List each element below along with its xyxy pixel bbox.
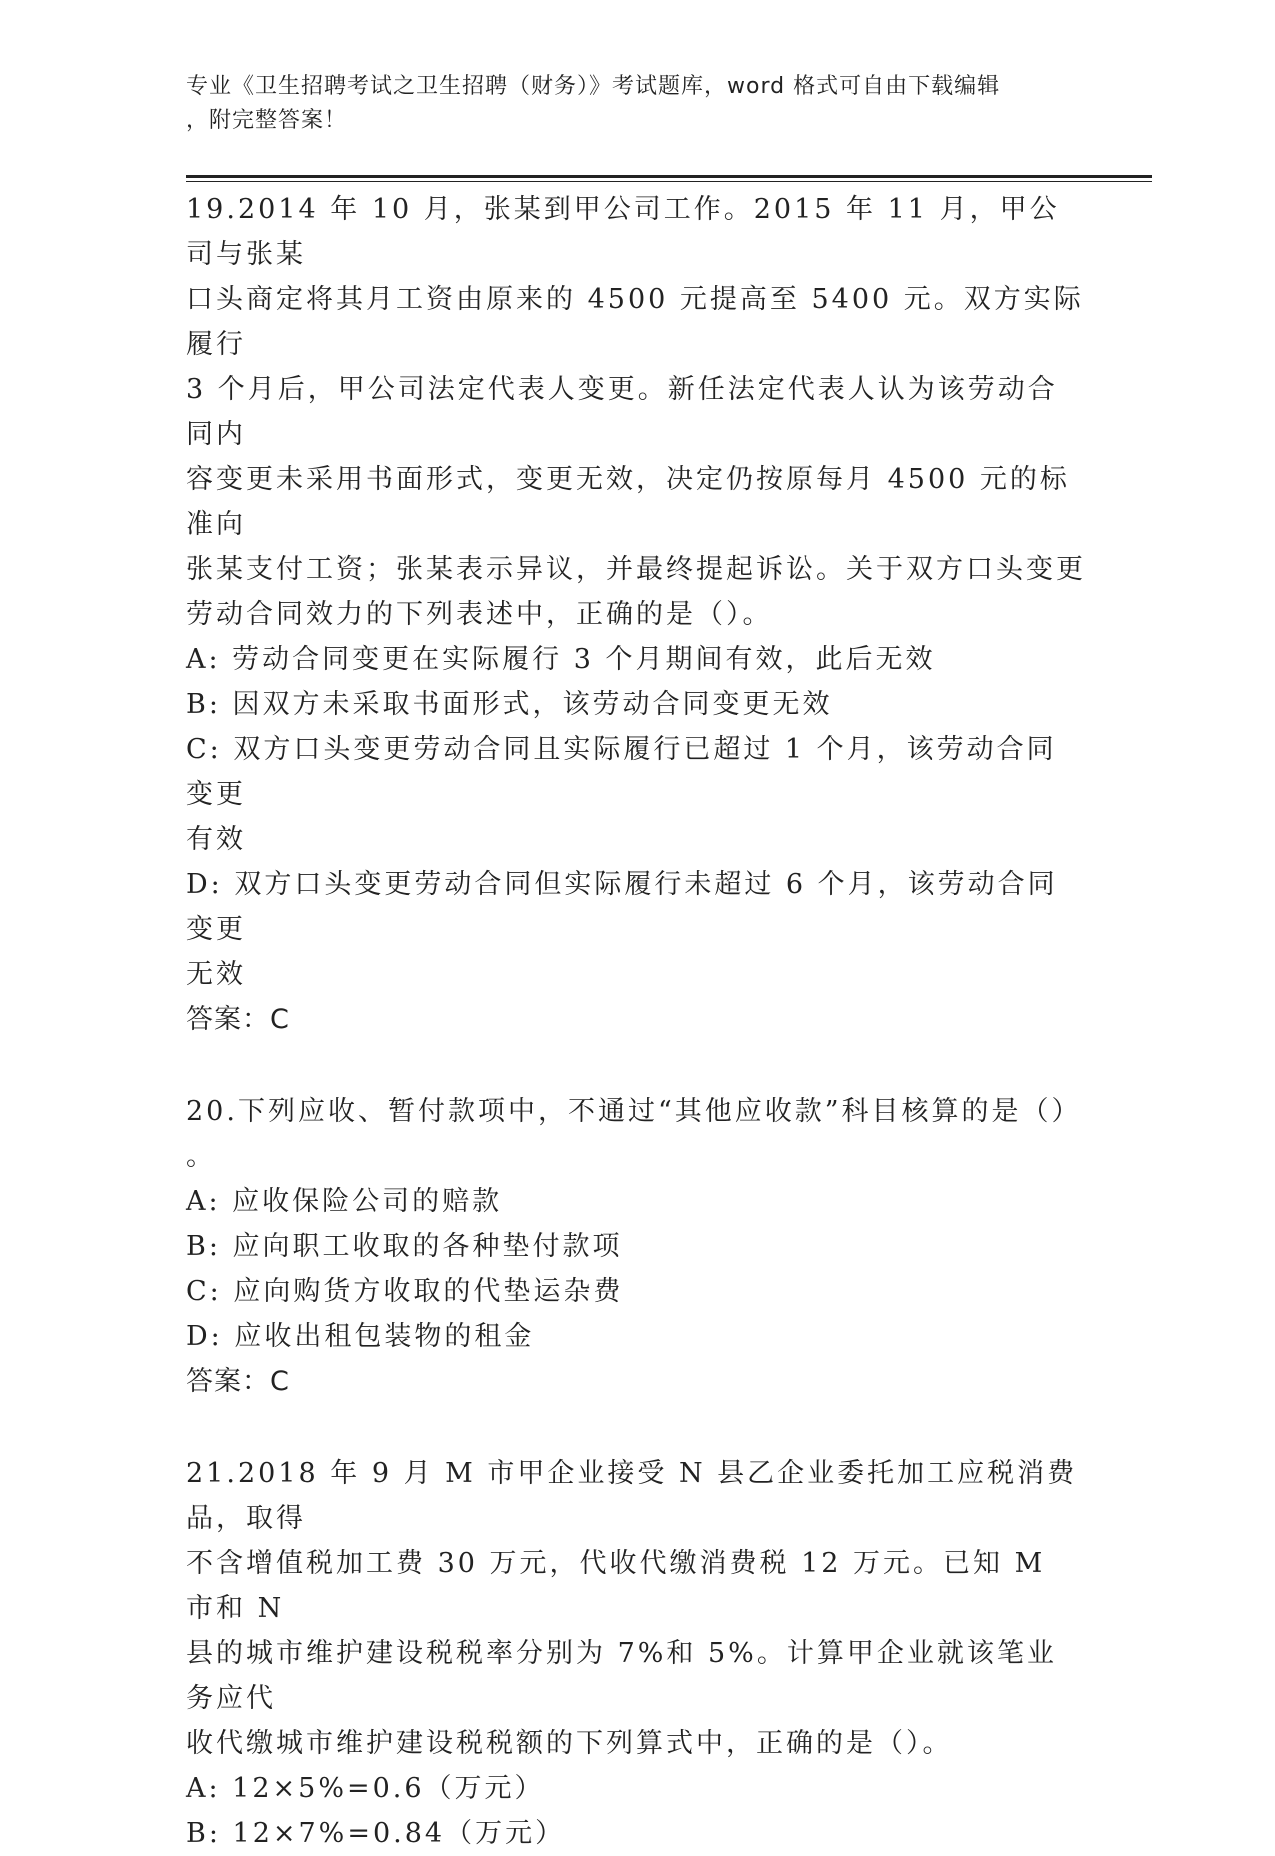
- answer-option: [186, 1224, 1086, 1269]
- question-stem-line: 口头商定将其月工资由原来的 4500 元提高至 5400 元。双方实际履行: [186, 284, 1084, 360]
- answer-option-line: C: 双方口头变更劳动合同且实际履行已超过 1 个月，该劳动合同变更: [186, 734, 1057, 810]
- question-stem-line: 张某支付工资；张某表示异议，并最终提起诉讼。关于双方口头变更: [186, 554, 1086, 585]
- answer-option-line: C: 应向购货方收取的代垫运杂费: [186, 1276, 624, 1307]
- question-stem-line: 21.2018 年 9 月 M 市甲企业接受 N 县乙企业委托加工应税消费品，取得: [186, 1458, 1078, 1534]
- question-stem-line: 容变更未采用书面形式，变更无效，决定仍按原每月 4500 元的标准向: [186, 464, 1070, 540]
- answer-option-line: A: 应收保险公司的赔款: [186, 1186, 503, 1217]
- answer-option-line: A: 劳动合同变更在实际履行 3 个月期间有效，此后无效: [186, 644, 936, 675]
- answer-option: [186, 1766, 1086, 1811]
- header-line-2: ，附完整答案！: [186, 108, 348, 133]
- answer-key: 答案：C: [186, 1004, 290, 1035]
- document-header: [186, 70, 1076, 138]
- question-block: [186, 1451, 1086, 1856]
- answer-option-line: B: 12×7%=0.84（万元）: [186, 1818, 566, 1849]
- answer-option-line: 无效: [186, 959, 246, 990]
- answer-option: [186, 1314, 1086, 1359]
- question-stem-line: 不含增值税加工费 30 万元，代收代缴消费税 12 万元。已知 M 市和 N: [186, 1548, 1057, 1624]
- answer-option: [186, 1179, 1086, 1224]
- answer-option: [186, 682, 1086, 727]
- answer-option: [186, 1269, 1086, 1314]
- question-block: [186, 1089, 1086, 1405]
- question-block: [186, 187, 1086, 1043]
- answer-option-line: B: 应向职工收取的各种垫付款项: [186, 1231, 623, 1262]
- question-list: [186, 187, 1086, 1856]
- question-stem-line: 3 个月后，甲公司法定代表人变更。新任法定代表人认为该劳动合同内: [186, 374, 1058, 450]
- answer-option-line: A: 12×5%=0.6（万元）: [186, 1773, 545, 1804]
- header-rule-thin: [186, 181, 1152, 182]
- question-stem-line: 县的城市维护建设税税率分别为 7%和 5%。计算甲企业就该笔业务应代: [186, 1638, 1057, 1714]
- answer-option-line: D: 应收出租包装物的租金: [186, 1321, 535, 1352]
- answer-option-line: D: 双方口头变更劳动合同但实际履行未超过 6 个月，该劳动合同变更: [186, 869, 1058, 945]
- header-line-1: 专业《卫生招聘考试之卫生招聘（财务）》考试题库，word 格式可自由下载编辑: [186, 74, 1001, 99]
- question-stem-line: 20.下列应收、暂付款项中，不通过“其他应收款”科目核算的是（）: [186, 1096, 1082, 1127]
- question-stem-line: 19.2014 年 10 月，张某到甲公司工作。2015 年 11 月，甲公司与张某: [186, 194, 1060, 270]
- answer-option-line: B: 因双方未采取书面形式，该劳动合同变更无效: [186, 689, 833, 720]
- question-stem-line: 收代缴城市维护建设税税额的下列算式中，正确的是（）。: [186, 1728, 953, 1759]
- answer-option: [186, 637, 1086, 682]
- answer-key: 答案：C: [186, 1366, 290, 1397]
- header-rule-thick: [186, 175, 1152, 178]
- answer-option: [186, 862, 1086, 997]
- question-stem-line: 。: [186, 1141, 216, 1172]
- answer-option: [186, 727, 1086, 862]
- answer-option: [186, 1811, 1086, 1856]
- answer-option-line: 有效: [186, 824, 246, 855]
- question-stem-line: 劳动合同效力的下列表述中，正确的是（）。: [186, 599, 773, 630]
